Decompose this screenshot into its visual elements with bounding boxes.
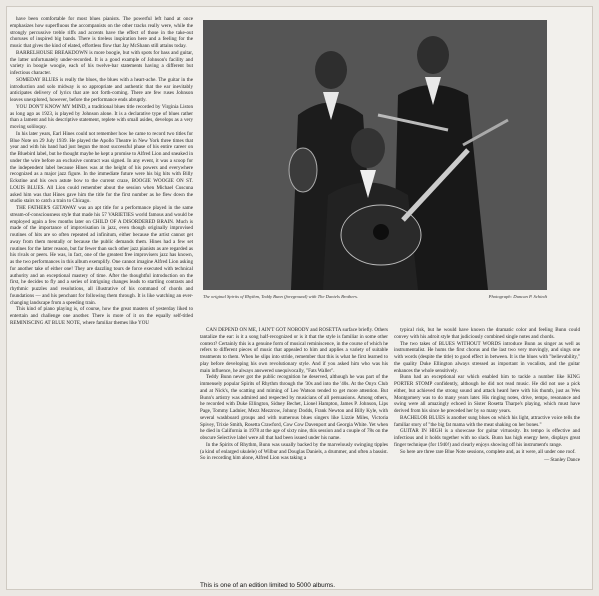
right-paragraph: The two takes of BLUES WITHOUT WORDS introduce Bunn as singer as well as instrumentalist. He hums the first chorus and the last two very movingly, and sings one with words (despite the title) to good effect in between. It is the blues with "believability," the quality Duke Ellington always stressed as important in vocalists, and the guitar enhances the whole sensitively.: [394, 340, 580, 374]
photo-credit: Photograph: Duncan P. Schiedt: [488, 294, 547, 299]
middle-text-column: [200, 327, 388, 585]
band-photograph: [203, 20, 547, 290]
band-photo-illustration: [203, 20, 547, 290]
left-paragraph: YOU DON'T KNOW MY MIND, a traditional blues title recorded by Virginia Liston as long ago as 1923, is played by Johnson alone. It is a declarative type of blues rather than a lament and his descriptive statement, replete with small asides, develops as a very moving soliloquy.: [10, 103, 193, 130]
right-paragraph: GUITAR IN HIGH is a showcase for guitar virtuosity. Its tempo is effective and infectious and it holds together with no slack. Bunn has high energy here, displays great finger technique (for 1940!) and clearly enjoys showing off his instrument's range.: [394, 428, 580, 448]
left-paragraph: BARRELHOUSE BREAKDOWN is more boogie, but with spots for bass and guitar, the latter unfortunately under-recorded. It is a good example of Johnson's facility and variety in boogie woogie, each of his twelve-bar statements having a different but infectious character.: [10, 49, 193, 76]
right-paragraph: Bunn had an exceptional ear which enabled him to tackle a number like KING PORTER STOMP confidently, although he did not read music. He did not use a pick either, but achieved the strong sound and attack heard here with his thumb, just as Wes Montgomery was to do many years later. His ringing notes, drive, tempo, resonance and swing were all amazingly echoed in Sister Rosetta Tharpe's playing, which must have derived from his since he preceded her by so many years.: [394, 374, 580, 414]
limited-edition-notice: This is one of an edition limited to 5000 albums.: [200, 582, 335, 589]
left-paragraph: In his later years, Earl Hines could not remember how he came to record two titles for Blue Note on 29 July 1939. He played the Apollo Theatre in New York three times that year and with his band had just begun the most successful phase of his entire career on the Bluebird label, but he thought maybe he kept a promise to Alfred Lion and sneaked in under the wire before an exclusive contract was signed. In any event, it was a scoop for the independent label because Hines was at the height of his powers and everywhere recognized as a major jazz figure. In the immediate future were his big hits with Billy Eckstine and his own astute bow to the current craze, BOOGIE WOOGIE ON ST. LOUIS BLUES. All Lion could remember about the session when Michael Cuscuna asked him was that Hines gave him the title for the first number as he flew down the studio stairs to catch a train to Chicago.: [10, 130, 193, 205]
left-paragraph: have been comfortable for most blues pianists. The powerful left hand at once emphasizes how superfluous the accompanists on the other tracks really were, while the strongly percussive treble riffs and accents have the effect of those in the take-out choruses of inspired big bands. There is tireless inspiration here and a feeling for the music that gives the kind of elated, effortless flow that Jay McShann still attains today.: [10, 16, 193, 49]
left-text-column: [10, 16, 193, 583]
photo-caption: [203, 294, 547, 299]
left-paragraph: SOMEDAY BLUES is really the blues, the blues with a heart-ache. The guitar in the introduction and solo midway is so appropriate and authentic that the ear inevitably anticipates delivery of lyrics that are not forth-coming. There are few ruses Johnson leaves unexplored, however, before the performance ends abruptly.: [10, 76, 193, 103]
left-paragraph: This kind of piano playing is, of course, how the great masters of yesterday liked to entertain and challenge one another. There is more of it on the equally self-titled REMINISCING AT BLUE NOTE, where familiar themes like YOU: [10, 306, 193, 326]
right-paragraph: typical risk, but he would have known the dramatic color and feeling Bunn could convey with his adroit style that judiciously combined single notes and chords.: [394, 327, 580, 340]
middle-paragraph: CAN DEPEND ON ME, I AIN'T GOT NOBODY and ROSETTA surface briefly. Others tantalize the ear: is it a song half-recognized or is it that the style is familiar in some other context? Certainly this is a genuine form of musical reminiscence, in the course of which he refers to different pieces of music that appealed to him and applies a variety of suitable treatments to them. When he slips into stride, remember that this is what he first learned to play before developing his own revolutionary style. And if you asked him who was his main influence, he always answered unequivocally, "Fats Waller".: [200, 327, 388, 374]
middle-paragraph: In the Spirits of Rhythm, Bunn was usually backed by the marvelously swinging tipples (a kind of enlarged ukulele) of Wilbur and Douglas Daniels, a drummer, and often a bassist. So in recording him alone, Alfred Lion was taking a: [200, 441, 388, 462]
middle-paragraph: Teddy Bunn never got the public recognition he deserved, although he was part of the immensely popular Spirits of Rhythm through the '30s and into the '40s. At the Onyx Club and at Nick's, the scatting and miming of Leo Watson tended to get more attention. But Bunn's artistry was admired and respected by musicians of all persuasions. Among others, he recorded with Duke Ellington, Sidney Bechet, Lionel Hampton, James P. Johnson, Lips Page, Tommy Ladnier, Mezz Mezzrow, Johnny Dodds, Frank Newton and Billy Kyle, with several washboard groups and with numerous blues singers like Lizzie Miles, Victoria Spivey, Trixie Smith, Rosetta Crawford, Cow Cow Davenport and Georgia White. Yet when he died in California in 1978 at the age of sixty nine, this session and a couple of 78s on the obscure Selective label were all that had been issued under his name.: [200, 374, 388, 441]
right-paragraph: So here are three rare Blue Note sessions, complete and, as it were, all under one roof.: [400, 448, 576, 455]
caption-text: The original Spirits of Rhythm, Teddy Bunn (foreground) with The Daniels Brothers.: [203, 294, 359, 299]
author-signoff: — Stanley Dance: [544, 457, 580, 464]
left-paragraph: THE FATHER'S GETAWAY was an apt title for a performance played in the same stream-of-consciousness style that made his 57 VARIETIES world famous and would be employed again a few months later on CHILD OF A DISORDERED BRAIN. Much is made of the importance of improvisation in jazz, even though originally improvised routines of hits are so often repeated ad infinitum, either because the artist cannot get away from them mentally or because the public demands them. Hines had a few set routines for the latter reason, but far fewer than such other jazz pianists as are regarded as his rivals or peers. He was, in fact, one of the greatest free improvisers jazz has known, as the two performances in this album exemplify. One cannot imagine Alfred Lion asking for another take of either one! They are dazzling tours de force executed with technical authority and an exceptional mastery of time. After the thoughtful introduction on the first, he decides to fly and a series of intriguing changes leads to startling contrasts and rhythmic puzzles and resolutions, all illustrative of his command of chords and foundations — and his penchant for following them through. It is like watching an ever-changing landscape from a speeding train.: [10, 205, 193, 306]
right-paragraph: BACHELOR BLUES is another sung blues on which his light, attractive voice tells the familiar story of "the big fat mama with the meat shaking on her bones.": [394, 414, 580, 428]
right-text-column: [394, 327, 580, 585]
